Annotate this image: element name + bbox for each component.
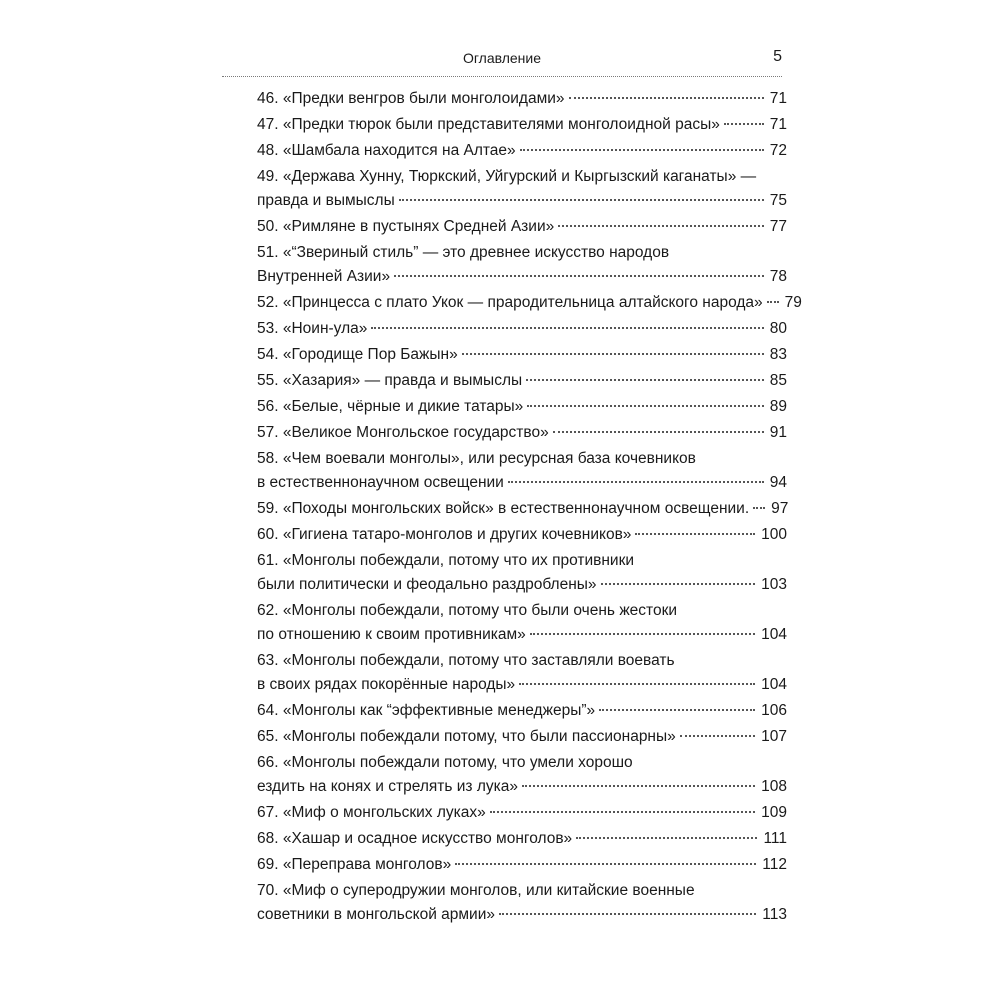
toc-entry-page-number: 104 xyxy=(761,676,787,693)
dot-leader xyxy=(767,301,779,303)
toc-entry xyxy=(257,369,787,393)
dot-leader xyxy=(520,149,764,151)
toc-entry xyxy=(257,165,787,213)
toc-entry-title-first-line: 51. «“Звериный стиль” — это древнее искусство народов xyxy=(257,244,670,261)
toc-entry xyxy=(257,827,787,851)
running-header-title: Оглавление xyxy=(462,50,542,66)
toc-entry-page-number: 108 xyxy=(761,778,787,795)
toc-entry-page-number: 72 xyxy=(769,142,787,159)
dot-leader xyxy=(490,811,755,813)
toc-entry-title: 67. «Миф о монгольских луках» xyxy=(257,804,486,821)
dot-leader xyxy=(680,735,755,737)
toc-entry-title: 65. «Монголы побеждали потому, что были пассионарны» xyxy=(257,728,676,745)
toc-entry-title: в естественнонаучном освещении xyxy=(257,474,504,491)
toc-entry-title: 56. «Белые, чёрные и дикие татары» xyxy=(257,398,524,415)
toc-entry-title: 64. «Монголы как “эффективные менеджеры”» xyxy=(257,702,596,719)
toc-entry-line xyxy=(257,139,787,163)
toc-entry-title: 54. «Городище Пор Бажын» xyxy=(257,346,458,363)
toc-entry-title-first-line: 63. «Монголы побеждали, потому что заставляли воевать xyxy=(257,652,675,669)
toc-entry xyxy=(257,421,787,445)
toc-entry-page-number: 83 xyxy=(769,346,787,363)
toc-entry xyxy=(257,317,787,341)
dot-leader xyxy=(527,405,763,407)
toc-entry-page-number: 103 xyxy=(761,576,787,593)
toc-entry-title: по отношению к своим противникам» xyxy=(257,626,526,643)
toc-entry xyxy=(257,801,787,825)
toc-entry-page-number: 71 xyxy=(769,116,787,133)
dot-leader xyxy=(519,683,755,685)
toc-entry-title-first-line: 66. «Монголы побеждали потому, что умели хорошо xyxy=(257,754,633,771)
toc-entry-page-number: 75 xyxy=(769,192,787,209)
toc-entry-title: советники в монгольской армии» xyxy=(257,906,495,923)
dot-leader xyxy=(522,785,755,787)
dot-leader xyxy=(724,123,764,125)
toc-entry xyxy=(257,215,787,239)
toc-entry-title-first-line: 62. «Монголы побеждали, потому что были очень жестоки xyxy=(257,602,678,619)
toc-entry-title: 48. «Шамбала находится на Алтае» xyxy=(257,142,516,159)
page-number: 5 xyxy=(773,48,782,65)
table-of-contents xyxy=(257,87,802,929)
toc-entry-page-number: 111 xyxy=(763,830,787,847)
toc-entry-page-number: 97 xyxy=(771,500,789,517)
toc-entry-line xyxy=(257,827,787,851)
toc-entry-line xyxy=(257,113,787,137)
toc-entry-line xyxy=(257,369,787,393)
toc-entry-line xyxy=(257,421,787,445)
dot-leader xyxy=(526,379,764,381)
toc-entry-title: 59. «Походы монгольских войск» в естественнонаучном освещении. xyxy=(257,500,750,517)
toc-entry-line xyxy=(257,903,787,927)
toc-entry-title: были политически и феодально раздроблены» xyxy=(257,576,597,593)
toc-entry-title: 60. «Гигиена татаро-монголов и других кочевников» xyxy=(257,526,632,543)
toc-entry-line xyxy=(257,215,787,239)
toc-entry-title: правда и вымыслы xyxy=(257,192,395,209)
dot-leader xyxy=(530,633,755,635)
toc-entry xyxy=(257,241,787,289)
toc-entry-page-number: 94 xyxy=(769,474,787,491)
toc-entry xyxy=(257,447,787,495)
toc-entry-title: 68. «Хашар и осадное искусство монголов» xyxy=(257,830,573,847)
toc-entry-line xyxy=(257,189,787,213)
toc-entry-title: 50. «Римляне в пустынях Средней Азии» xyxy=(257,218,555,235)
toc-entry-line xyxy=(257,699,787,723)
toc-entry-title: ездить на конях и стрелять из лука» xyxy=(257,778,518,795)
toc-entry-title-first-line: 49. «Держава Хунну, Тюркский, Уйгурский и Кыргызский каганаты» — xyxy=(257,168,757,185)
toc-entry-page-number: 80 xyxy=(769,320,787,337)
toc-entry-page-number: 77 xyxy=(769,218,787,235)
dot-leader xyxy=(399,199,764,201)
toc-entry-line xyxy=(257,801,787,825)
dot-leader xyxy=(462,353,764,355)
toc-entry-line xyxy=(257,725,787,749)
toc-entry-page-number: 89 xyxy=(769,398,787,415)
toc-entry-page-number: 79 xyxy=(784,294,802,311)
toc-entry-title: 57. «Великое Монгольское государство» xyxy=(257,424,549,441)
toc-entry-line xyxy=(257,497,787,521)
dot-leader xyxy=(599,709,755,711)
toc-entry-line xyxy=(257,573,787,597)
toc-entry-title: Внутренней Азии» xyxy=(257,268,391,285)
toc-entry-page-number: 91 xyxy=(769,424,787,441)
toc-entry-page-number: 100 xyxy=(761,526,787,543)
toc-entry-title-first-line: 61. «Монголы побеждали, потому что их противники xyxy=(257,552,635,569)
toc-entry-line xyxy=(257,775,787,799)
page-header xyxy=(222,48,782,77)
toc-entry-page-number: 78 xyxy=(769,268,787,285)
toc-entry xyxy=(257,725,787,749)
dot-leader xyxy=(569,97,764,99)
toc-entry-title: 47. «Предки тюрок были представителями монголоидной расы» xyxy=(257,116,720,133)
toc-entry-line xyxy=(257,471,787,495)
toc-entry-title: 69. «Переправа монголов» xyxy=(257,856,452,873)
toc-entry-line xyxy=(257,673,787,697)
toc-entry-line xyxy=(257,291,802,315)
toc-entry xyxy=(257,549,787,597)
toc-entry xyxy=(257,343,787,367)
toc-entry-page-number: 113 xyxy=(762,906,787,923)
toc-entry-page-number: 71 xyxy=(769,90,787,107)
toc-entry-title: 46. «Предки венгров были монголоидами» xyxy=(257,90,565,107)
toc-entry-title: 53. «Ноин-ула» xyxy=(257,320,368,337)
toc-entry-line xyxy=(257,395,787,419)
toc-entry-page-number: 106 xyxy=(761,702,787,719)
toc-entry-page-number: 109 xyxy=(761,804,787,821)
toc-entry-line xyxy=(257,853,787,877)
toc-entry xyxy=(257,497,787,521)
dot-leader xyxy=(508,481,764,483)
toc-entry-title-first-line: 70. «Миф о суперодружии монголов, или китайские военные xyxy=(257,882,695,899)
dot-leader xyxy=(635,533,755,535)
toc-entry-page-number: 112 xyxy=(762,856,787,873)
toc-entry-page-number: 104 xyxy=(761,626,787,643)
dot-leader xyxy=(753,507,765,509)
toc-entry-line xyxy=(257,343,787,367)
toc-entry-line xyxy=(257,623,787,647)
toc-entry-line xyxy=(257,265,787,289)
toc-entry xyxy=(257,599,787,647)
toc-entry xyxy=(257,291,802,315)
toc-entry xyxy=(257,87,787,111)
toc-entry-line xyxy=(257,87,787,111)
dot-leader xyxy=(499,913,756,915)
dot-leader xyxy=(601,583,756,585)
dot-leader xyxy=(371,327,763,329)
dot-leader xyxy=(394,275,764,277)
toc-entry-line xyxy=(257,317,787,341)
toc-entry xyxy=(257,853,787,877)
toc-entry-title: 55. «Хазария» — правда и вымыслы xyxy=(257,372,523,389)
toc-entry-page-number: 107 xyxy=(761,728,787,745)
toc-entry xyxy=(257,113,787,137)
toc-entry xyxy=(257,395,787,419)
toc-entry-page-number: 85 xyxy=(769,372,787,389)
dot-leader xyxy=(558,225,764,227)
dot-leader xyxy=(455,863,756,865)
toc-entry-line xyxy=(257,523,787,547)
toc-entry xyxy=(257,879,787,927)
dot-leader xyxy=(553,431,764,433)
toc-entry xyxy=(257,523,787,547)
dot-leader xyxy=(576,837,757,839)
toc-entry xyxy=(257,751,787,799)
toc-entry xyxy=(257,649,787,697)
toc-entry-title-first-line: 58. «Чем воевали монголы», или ресурсная база кочевников xyxy=(257,450,696,467)
toc-entry xyxy=(257,139,787,163)
toc-entry-title: 52. «Принцесса с плато Укок — прародительница алтайского народа» xyxy=(257,294,763,311)
toc-entry xyxy=(257,699,787,723)
toc-entry-title: в своих рядах покорённые народы» xyxy=(257,676,516,693)
